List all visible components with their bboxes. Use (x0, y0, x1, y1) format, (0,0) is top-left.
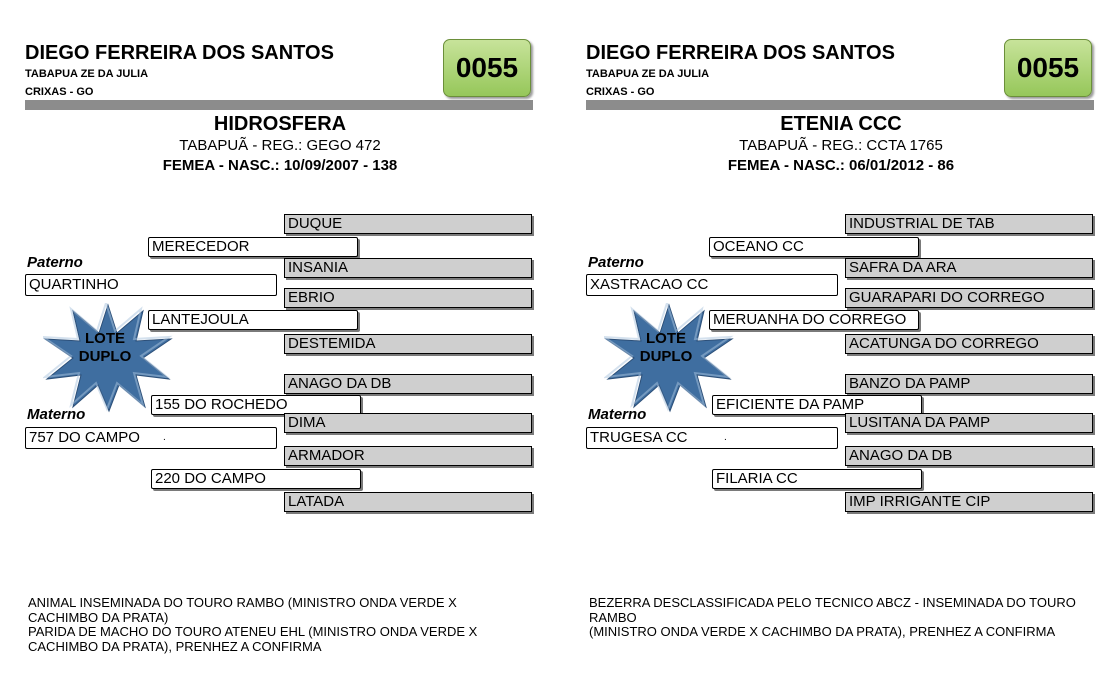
farm-name: TABAPUA ZE DA JULIA (25, 68, 149, 80)
observations (589, 596, 1089, 640)
animal-name: HIDROSFERA (213, 113, 347, 135)
great-grandparent: EBRIO (284, 288, 532, 308)
maternal-granddam: FILARIA CC (712, 469, 922, 489)
pedigree-card-1 (25, 0, 535, 696)
lot-number: 0055 (1004, 39, 1092, 97)
observation-line: PARIDA DE MACHO DO TOURO ATENEU EHL (MINISTRO ONDA VERDE X CACHIMBO DA PRATA), PRENHEZ A CONFIRMA (28, 624, 478, 654)
maternal-grandsire: 155 DO ROCHEDO (151, 395, 361, 415)
paterno-label: Paterno (27, 254, 83, 271)
observation-line: (MINISTRO ONDA VERDE X CACHIMBO DA PRATA), PRENHEZ A CONFIRMA (589, 624, 1056, 639)
observation-line: BEZERRA DESCLASSIFICADA PELO TECNICO ABCZ - INSEMINADA DO TOURO RAMBO (589, 595, 1076, 625)
lote-duplo-label (63, 330, 147, 366)
lot-number: 0055 (443, 39, 531, 97)
pedigree-card-2 (586, 0, 1096, 696)
great-grandparent: IMP IRRIGANTE CIP (845, 492, 1093, 512)
animal-registration: TABAPUÃ - REG.: GEGO 472 (179, 137, 381, 154)
farm-name: TABAPUA ZE DA JULIA (586, 68, 710, 80)
materno-label: Materno (588, 406, 647, 423)
city: CRIXAS - GO (25, 86, 94, 98)
badge-line: DUPLO (78, 348, 132, 365)
mark: . (724, 432, 727, 443)
header-divider (25, 100, 533, 110)
great-grandparent: DUQUE (284, 214, 532, 234)
badge-line: LOTE (646, 330, 686, 347)
sire: XASTRACAO CC (586, 274, 838, 296)
lote-duplo-label (624, 330, 708, 366)
great-grandparent: INDUSTRIAL DE TAB (845, 214, 1093, 234)
great-grandparent: LUSITANA DA PAMP (845, 413, 1093, 433)
paternal-grandsire: OCEANO CC (709, 237, 919, 257)
great-grandparent: ACATUNGA DO CORREGO (845, 334, 1093, 354)
great-grandparent: INSANIA (284, 258, 532, 278)
observation-line: ANIMAL INSEMINADA DO TOURO RAMBO (MINISTRO ONDA VERDE X CACHIMBO DA PRATA) (28, 595, 457, 625)
maternal-grandsire: EFICIENTE DA PAMP (712, 395, 922, 415)
animal-registration: TABAPUÃ - REG.: CCTA 1765 (739, 137, 943, 154)
paterno-label: Paterno (588, 254, 644, 271)
great-grandparent: ARMADOR (284, 446, 532, 466)
dam: 757 DO CAMPO (25, 427, 277, 449)
animal-name: ETENIA CCC (780, 113, 902, 135)
great-grandparent: SAFRA DA ARA (845, 258, 1093, 278)
owner-name: DIEGO FERREIRA DOS SANTOS (25, 42, 334, 64)
paternal-granddam: LANTEJOULA (148, 310, 358, 330)
badge-line: DUPLO (639, 348, 693, 365)
maternal-granddam: 220 DO CAMPO (151, 469, 361, 489)
dam: TRUGESA CC (586, 427, 838, 449)
great-grandparent: DESTEMIDA (284, 334, 532, 354)
animal-sex-birth: FEMEA - NASC.: 06/01/2012 - 86 (727, 157, 955, 174)
great-grandparent: GUARAPARI DO CORREGO (845, 288, 1093, 308)
animal-sex-birth: FEMEA - NASC.: 10/09/2007 - 138 (162, 157, 398, 174)
header-divider (586, 100, 1094, 110)
paternal-grandsire: MERECEDOR (148, 237, 358, 257)
great-grandparent: DIMA (284, 413, 532, 433)
badge-line: LOTE (85, 330, 125, 347)
sire: QUARTINHO (25, 274, 277, 296)
city: CRIXAS - GO (586, 86, 655, 98)
great-grandparent: BANZO DA PAMP (845, 374, 1093, 394)
great-grandparent: ANAGO DA DB (845, 446, 1093, 466)
mark: . (163, 432, 166, 443)
owner-name: DIEGO FERREIRA DOS SANTOS (586, 42, 895, 64)
paternal-granddam: MERUANHA DO CORREGO (709, 310, 919, 330)
materno-label: Materno (27, 406, 86, 423)
great-grandparent: LATADA (284, 492, 532, 512)
great-grandparent: ANAGO DA DB (284, 374, 532, 394)
observations (28, 596, 528, 654)
